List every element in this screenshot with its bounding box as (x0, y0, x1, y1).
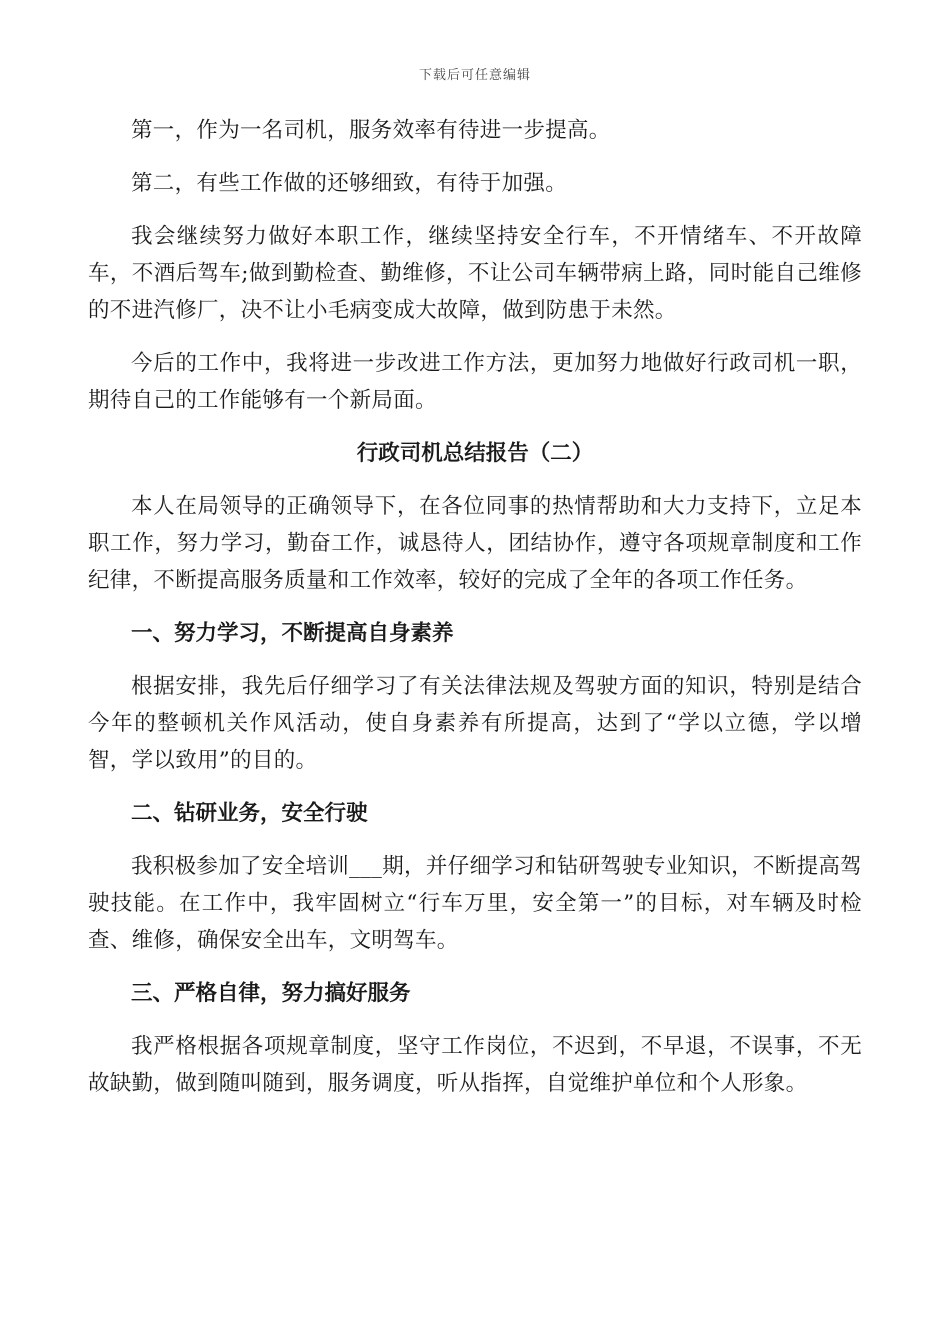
paragraph-7: 我积极参加了安全培训___期，并仔细学习和钻研驾驶专业知识，不断提高驾驶技能。在工作中，我牢固树立“行车万里，安全第一”的目标，对车辆及时检查、维修，确保安全出车，文明驾车。 (88, 854, 862, 953)
document-body (88, 112, 862, 1118)
paragraph-6: 根据安排，我先后仔细学习了有关法律法规及驾驶方面的知识，特别是结合今年的整顿机关作风活动，使自身素养有所提高，达到了“学以立德，学以增智，学以致用”的目的。 (88, 674, 862, 773)
paragraph-8: 我严格根据各项规章制度，坚守工作岗位，不迟到，不早退，不误事，不无故缺勤，做到随叫随到，服务调度，听从指挥，自觉维护单位和个人形象。 (88, 1034, 862, 1096)
paragraph-3: 我会继续努力做好本职工作，继续坚持安全行车，不开情绪车、不开故障车，不酒后驾车;做到勤检查、勤维修，不让公司车辆带病上路，同时能自己维修的不进汽修厂，决不让小毛病变成大故障，做到防患于未然。 (88, 224, 862, 323)
paragraph-5: 本人在局领导的正确领导下，在各位同事的热情帮助和大力支持下，立足本职工作，努力学习，勤奋工作，诚恳待人，团结协作，遵守各项规章制度和工作纪律，不断提高服务质量和工作效率，较好的完成了全年的各项工作任务。 (88, 494, 862, 593)
page-header-note: 下载后可任意编辑 (418, 68, 531, 83)
paragraph-4: 今后的工作中，我将进一步改进工作方法，更加努力地做好行政司机一职，期待自己的工作能够有一个新局面。 (88, 351, 862, 413)
paragraph-2: 第二，有些工作做的还够细致，有待于加强。 (131, 171, 568, 196)
section-heading-3: 三、严格自律，努力搞好服务 (131, 981, 411, 1006)
paragraph-1: 第一，作为一名司机，服务效率有待进一步提高。 (131, 118, 611, 143)
section-heading-1: 一、努力学习，不断提高自身素养 (131, 621, 454, 646)
section-heading-2: 二、钻研业务，安全行驶 (131, 801, 368, 826)
report-title: 行政司机总结报告（二） (356, 441, 594, 466)
